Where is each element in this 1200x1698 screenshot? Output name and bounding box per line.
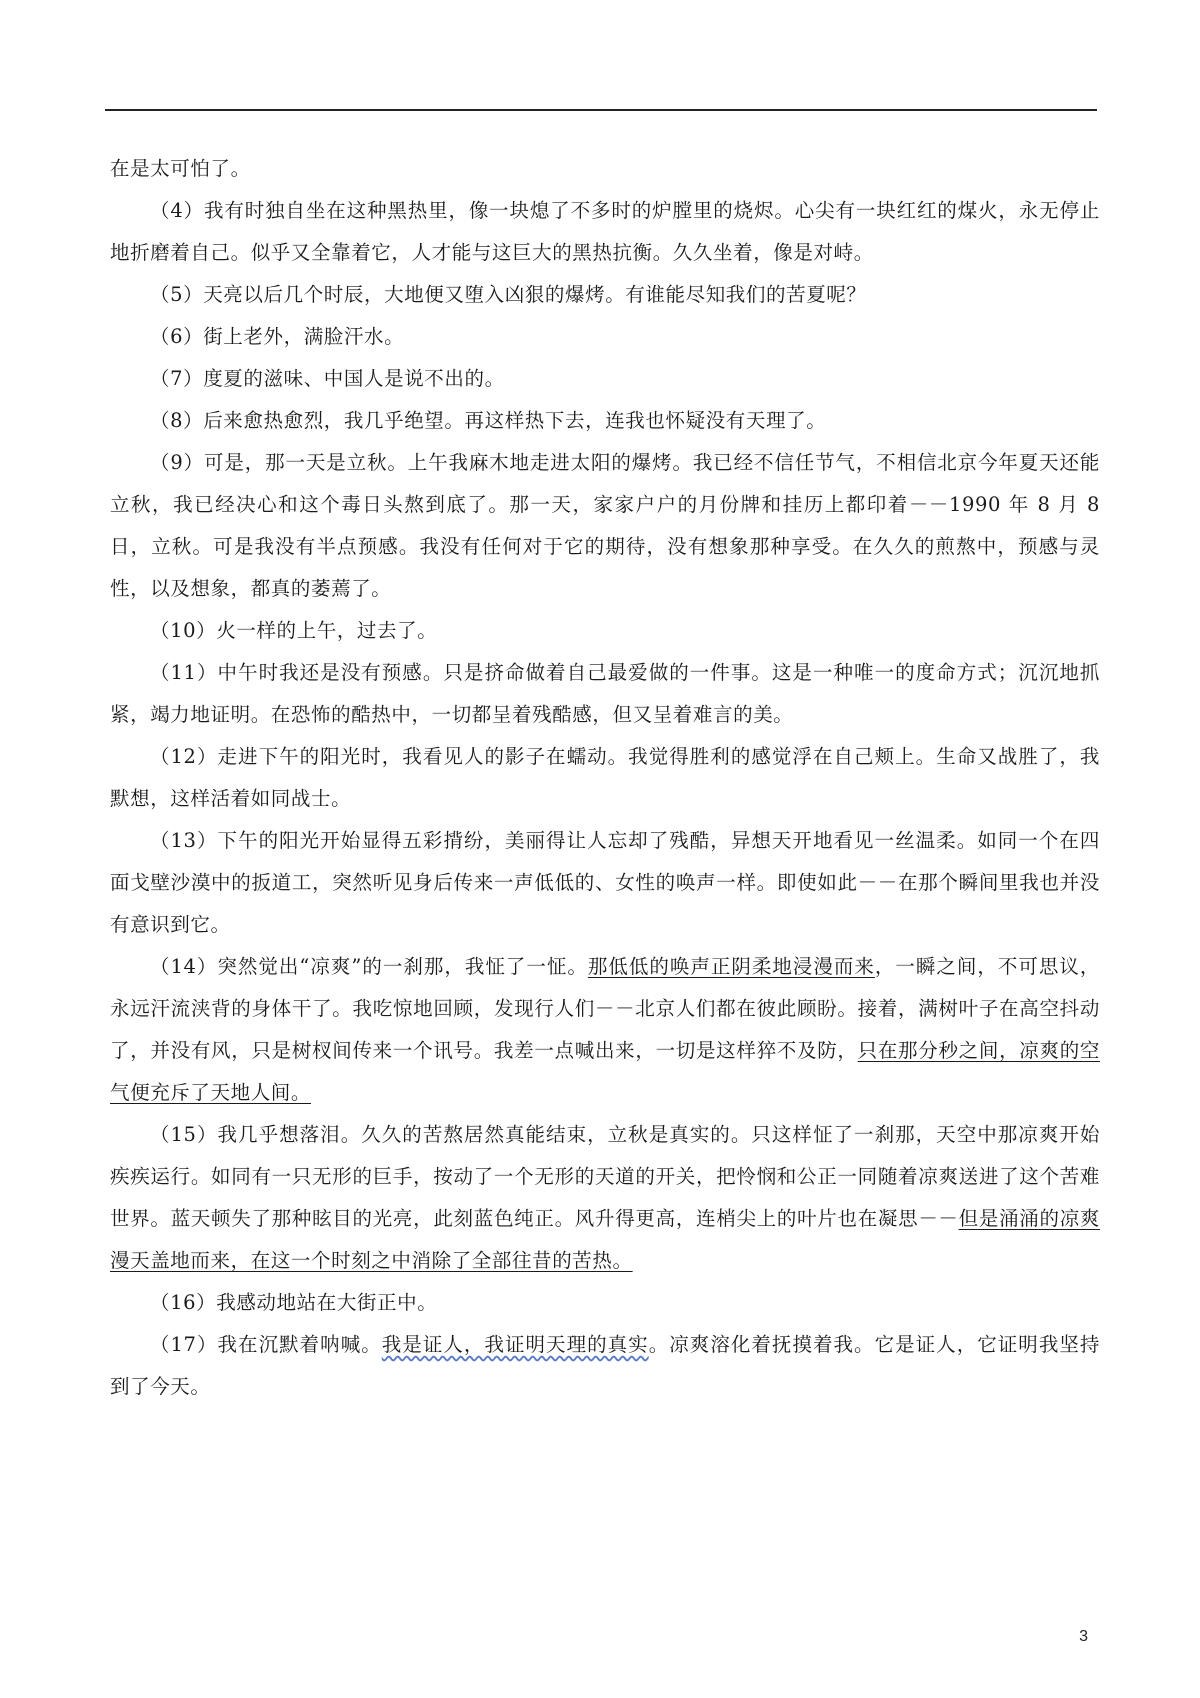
paragraph [110,652,1100,736]
underlined-phrase: 那低低的唤声正阴柔地浸漫而来 [587,955,875,978]
paragraph-text: （7）度夏的滋味、中国人是说不出的。 [150,367,505,390]
underlined-phrase: 我是证人，我证明天理的真实 [381,1333,649,1356]
paragraph [110,442,1100,610]
underlined-phrase: 只在那分秒之间，凉爽的空气便充斥了天地人间。 [110,1039,1101,1104]
paragraph-text: （6）街上老外，满脸汗水。 [150,325,405,348]
paragraph [110,736,1100,820]
paragraph [110,400,1100,442]
paragraph-text: （17）我在沉默着呐喊。 [150,1333,382,1356]
paragraph-text: （8）后来愈热愈烈，我几乎绝望。再这样热下去，连我也怀疑没有天理了。 [150,409,827,432]
paragraph [110,316,1100,358]
paragraph-text: 在是太可怕了。 [110,157,251,180]
paragraph-text: （5）天亮以后几个时辰，大地便又堕入凶狠的爆烤。有谁能尽知我们的苦夏呢？ [150,283,867,306]
paragraph-text: （11）中午时我还是没有预感。只是挤命做着自己最爱做的一件事。这是一种唯一的度命方式；沉沉地抓紧，竭力地证明。在恐怖的酷热中，一切都呈着残酷感，但又呈着难言的美。 [110,661,1100,726]
paragraph-text: （4）我有时独自坐在这种黑热里，像一块熄了不多时的炉膛里的烧烬。心尖有一块红红的煤火，永无停止地折磨着自己。似乎又全靠着它，人才能与这巨大的黑热抗衡。久久坐着，像是对峙。 [110,199,1100,264]
paragraph [110,610,1100,652]
body-text [110,148,1100,1408]
paragraph-text: （15）我几乎想落泪。久久的苦熬居然真能结束，立秋是真实的。只这样怔了一刹那，天空中那凉爽开始疾疾运行。如同有一只无形的巨手，按动了一个无形的天道的开关，把怜悯和公正一同随着凉爽送进了这个苦难世界。蓝天顿失了那种眩目的光亮，此刻蓝色纯正。风升得更高，连梢尖上的叶片也在凝思－－ [110,1123,1100,1230]
page-number: 3 [1079,1628,1088,1645]
paragraph [110,148,1100,190]
header-rule [105,109,1097,111]
paragraph-text: （10）火一样的上午，过去了。 [150,619,438,642]
paragraph [110,190,1100,274]
paragraph-text: （13）下午的阳光开始显得五彩揹纷，美丽得让人忘却了残酷，异想天开地看见一丝温柔。如同一个在四面戈壁沙漠中的扳道工，突然听见身后传来一声低低的、女性的唤声一样。即使如此－－在那个瞬间里我也并没有意识到它。 [110,829,1100,936]
paragraph [110,1324,1100,1408]
paragraph-text: ，一瞬之间，不可思议，永远汗流浃背的身体干了。我吃惊地回顾，发现行人们－－北京人们都在彼此顾盼。接着，满树叶子在高空抖动了，并没有风，只是树杈间传来一个讯号。我差一点喊出来，一切是这样猝不及防， [110,955,1100,1062]
paragraph [110,274,1100,316]
paragraph [110,820,1100,946]
paragraph-text: （16）我感动地站在大街正中。 [150,1291,438,1314]
paragraph-text: （14）突然觉出“凉爽”的一刹那，我怔了一怔。 [150,955,588,978]
paragraph [110,358,1100,400]
paragraph-text: （9）可是，那一天是立秋。上午我麻木地走进太阳的爆烤。我已经不信任节气，不相信北京今年夏天还能立秋，我已经决心和这个毒日头熬到底了。那一天，家家户户的月份牌和挂历上都印着－－1990 年 8 月 8 日，立秋。可是我没有半点预感。我没有任何对于它的期待，没有想象那种享受。在久久的煎熬中，预感与灵性，以及想象，都真的萎蔫了。 [110,451,1100,600]
paragraph-text: （12）走进下午的阳光时，我看见人的影子在蠕动。我觉得胜利的感觉浮在自己颊上。生命又战胜了，我默想，这样活着如同战士。 [110,745,1100,810]
paragraph [110,1114,1100,1282]
underlined-phrase: 但是涌涌的凉爽漫天盖地而来，在这一个时刻之中消除了全部往昔的苦热。 [110,1207,1101,1272]
paragraph-text: 。凉爽溶化着抚摸着我。它是证人，它证明我坚持到了今天。 [110,1333,1101,1398]
paragraph [110,1282,1100,1324]
paragraph [110,946,1100,1114]
